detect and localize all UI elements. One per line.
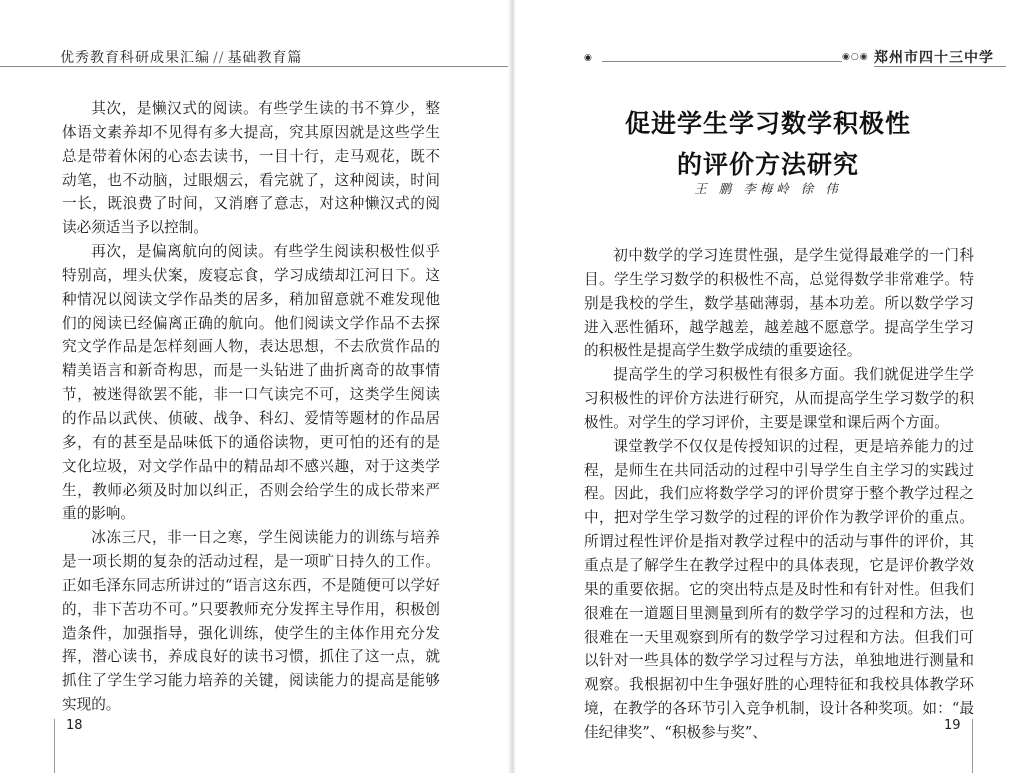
left-paragraph-3: 冰冻三尺，非一日之寒，学生阅读能力的训练与培养是一项长期的复杂的活动过程，是一项旷日持久的工作。正如毛泽东同志所讲过的“语言这东西，不是随便可以学好的，非下苦功不可。”只要教师充分发挥主导作用，积极创造条件，加强指导，强化训练，使学生的主体作用充分发挥，潜心读书，养成良好的读书习惯，抓住了这一点，就抓住了学生学习能力培养的关键，阅读能力的提高是能够实现的。 (62, 529, 440, 714)
article-title-line-2: 的评价方法研究 (676, 150, 859, 179)
page-number-left: 18 (66, 718, 83, 733)
article-authors: 王 鹏 李梅岭 徐 伟 (694, 181, 842, 196)
article-title-line-1: 促进学生学习数学积极性 (624, 109, 911, 138)
left-header (60, 47, 302, 67)
right-body (584, 244, 974, 745)
right-paragraph-3: 课堂教学不仅仅是传授知识的过程，更是培养能力的过程，是师生在共同活动的过程中引导学生自主学习的实践过程。因此，我们应将数学学习的评价贯穿于整个教学过程之中，把对学生学习数学的过程的评价作为教学评价的重点。所谓过程性评价是指对教学过程中的活动与事件的评价，其重点是了解学生在教学过程中的具体表现，它是评价教学效果的重要依据。它的突出特点是及时性和有针对性。但我们很难在一道题目里测量到所有的数学学习的过程和方法，也很难在一天里观察到所有的数学学习过程和方法。但我们可以针对一些具体的数学学习过程与方法，单独地进行测量和观察。我根据初中生争强好胜的心理特征和我校具体教学环境，在教学的各环节引入竞争机制，设计各种奖项。如：“最佳纪律奖”、“积极参与奖”、 (584, 437, 974, 741)
book-spine (508, 0, 516, 773)
right-paragraph-2: 提高学生的学习积极性有很多方面。我们就促进学生学习积极性的评价方法进行研究，从而提高学生学习数学的积极性。对学生的学习评价，主要是课堂和课后两个方面。 (584, 366, 974, 431)
school-underline (874, 66, 1006, 67)
header-separator: // (213, 50, 225, 66)
book-title: 优秀教育科研成果汇编 (60, 50, 210, 66)
school-name: 郑州市四十三中学 (874, 50, 994, 66)
page-number-right: 19 (944, 718, 961, 733)
section-title: 基础教育篇 (227, 50, 303, 66)
left-header-rule (0, 66, 512, 67)
left-body (62, 97, 440, 717)
right-paragraph-1: 初中数学的学习连贯性强，是学生觉得最难学的一门科目。学生学习数学的积极性不高，总觉得数学非常难学。特别是我校的学生，数学基础薄弱，基本功差。所以数学学习进入恶性循环，越学越差，越差越不愿意学。提高学生学习的积极性是提高学生数学成绩的重要途径。 (584, 247, 974, 360)
header-dot-icon: ◉ (584, 53, 592, 63)
left-paragraph-2: 再次，是偏离航向的阅读。有些学生阅读积极性似乎特别高，埋头伏案，废寝忘食，学习成绩却江河日下。这种情况以阅读文学作品类的居多，稍加留意就不难发现他们的阅读已经偏离正确的航向。他们阅读文学作品不去探究文学作品是怎样刻画人物，表达思想，不去欣赏作品的精美语言和新奇构思，而是一头钻进了曲折离奇的故事情节，被迷得欲罢不能，非一口气读完不可，这类学生阅读的作品以武侠、侦破、战争、科幻、爱情等题材的作品居多，有的甚至是品味低下的通俗读物，更可怕的还有的是文化垃圾，对文学作品中的精品却不感兴趣，对于这类学生，教师必须及时加以纠正，否则会给学生的成长带来严重的影响。 (62, 243, 440, 523)
left-footer-rule (54, 719, 55, 773)
header-ornament-icon: ◉○◉ (842, 52, 869, 62)
left-paragraph-1: 其次，是懒汉式的阅读。有些学生读的书不算少，整体语文素养却不见得有多大提高，究其原因就是这些学生总是带着休闲的心态去读书，一目十行，走马观花，既不动笔，也不动脑，过眼烟云，看完就了，这种阅读，时间一长，既浪费了时间，又消磨了意志，对这种懒汉式的阅读必须适当予以控制。 (62, 100, 440, 237)
right-header-rule (602, 61, 842, 62)
